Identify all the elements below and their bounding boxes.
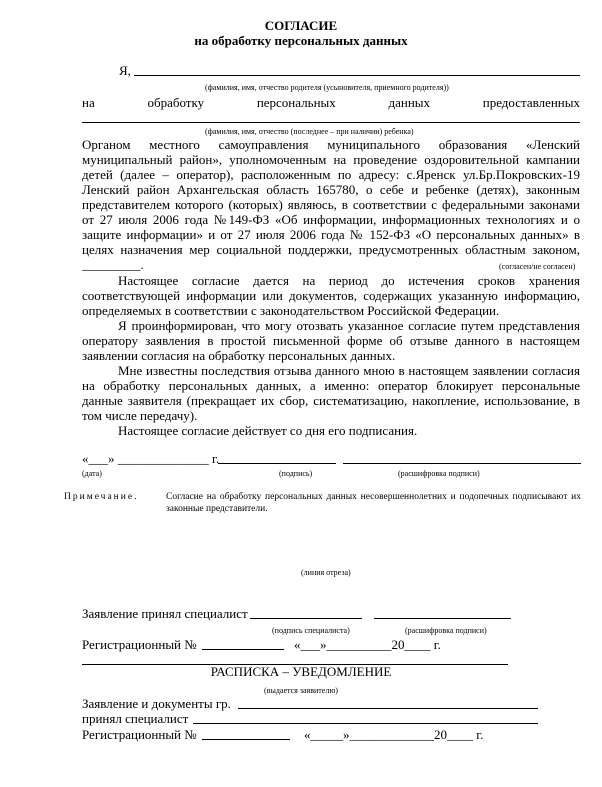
specialist-decode-field[interactable] (374, 618, 511, 619)
word-dannyh: данных (388, 95, 431, 110)
signature-field[interactable] (218, 463, 336, 464)
paragraph-2: Настоящее согласие дается на период до истечения сроков хранения соответствующей информации или документов, содержащих указанную информацию, определяемых в соответствии с законодательством Российской Федерации. (82, 273, 580, 318)
word-personalnyh: персональных (256, 95, 336, 110)
paragraph-1: Органом местного самоуправления муниципального образования «Ленский муниципальный район», уполномоченным на проведение оздоровительной кампании детей (далее – оператор), расположенным по адресу: с.Яренск ул.Бр.Покровских-19 Ленский район Архангельская область 165780, о себе и ребенке (детях), законным представителем которого (которых) являюсь, в соответствии с федеральными законами от 27 июля 2006 года №149-ФЗ «Об информации, информационных технологиях и о защите информации» и от 27 июля 2006 года № 152-ФЗ «О персональных данных» в целях назначения мер социальной поддержки, предусмотренных областным законом, _________. (82, 137, 580, 272)
specialist-sign-field[interactable] (250, 618, 362, 619)
word-predostavlennyh: предоставленных (482, 95, 580, 110)
signature-decode-field[interactable] (343, 463, 581, 464)
receipt-title: РАСПИСКА – УВЕДОМЛЕНИЕ (210, 664, 392, 679)
paragraphs-block (82, 273, 580, 438)
consent-caption: (согласен/не согласен) (499, 262, 576, 271)
ya-label: Я, (119, 63, 131, 78)
date-caption: (дата) (82, 469, 102, 478)
paragraph-4: Мне известны последствия отзыва данного мною в настоящем заявлении согласия на обработку персональных данных, а именно: оператор блокирует персональные данные заявителя (прекращает их сбор, систематизацию, накопление, использование, в том числе передачу). (82, 363, 580, 423)
sign-caption: (подпись) (279, 469, 313, 478)
reg-date-1[interactable]: «___»__________20____ г. (294, 637, 441, 652)
provided-line (82, 95, 580, 110)
receipt-specialist-field[interactable] (193, 723, 538, 724)
note-label: Примечание. (64, 492, 139, 502)
word-obrabotku: обработку (147, 95, 205, 110)
reg-number-field-2[interactable] (202, 739, 290, 740)
child-name-field[interactable] (82, 122, 580, 123)
spec-label: принял специалист (82, 711, 189, 726)
reg-label-2: Регистрационный № (82, 727, 197, 742)
paragraph-5: Настоящее согласие действует со дня его подписания. (118, 423, 418, 438)
document-title: СОГЛАСИЕ (264, 18, 338, 33)
word-na: на (82, 95, 95, 110)
specialist-decode-caption: (расшифровка подписи) (405, 626, 487, 635)
document-subtitle: на обработку персональных данных (194, 33, 408, 48)
docs-applicant-field[interactable] (238, 708, 538, 709)
sign-date[interactable]: «___» ______________ г. (82, 451, 220, 466)
parent-name-caption: (фамилия, имя, отчество родителя (усыновителя, приемного родителя)) (205, 83, 449, 92)
parent-name-field[interactable] (134, 75, 580, 76)
note-text: Согласие на обработку персональных данных несовершеннолетних и подопечных подписывают их законные представители. (166, 492, 581, 514)
reg-date-2[interactable]: «_____»_____________20____ г. (304, 727, 484, 742)
reg-label-1: Регистрационный № (82, 637, 197, 652)
specialist-sign-caption: (подпись специалиста) (272, 626, 350, 635)
docs-label: Заявление и документы гр. (82, 696, 231, 711)
accepted-label: Заявление принял специалист (82, 606, 248, 621)
child-name-caption: (фамилия, имя, отчество (последнее – при наличии) ребенка) (205, 127, 414, 136)
decode-caption: (расшифровка подписи) (398, 469, 480, 478)
cut-line-caption: (линия отреза) (301, 568, 351, 577)
receipt-subtitle: (выдается заявителю) (264, 686, 338, 695)
reg-number-field-1[interactable] (202, 649, 284, 650)
paragraph-3: Я проинформирован, что могу отозвать указанное согласие путем представления оператору заявления в простой письменной форме об отзыве данного в настоящем заявлении согласия на обработку персональных данных. (82, 318, 580, 363)
